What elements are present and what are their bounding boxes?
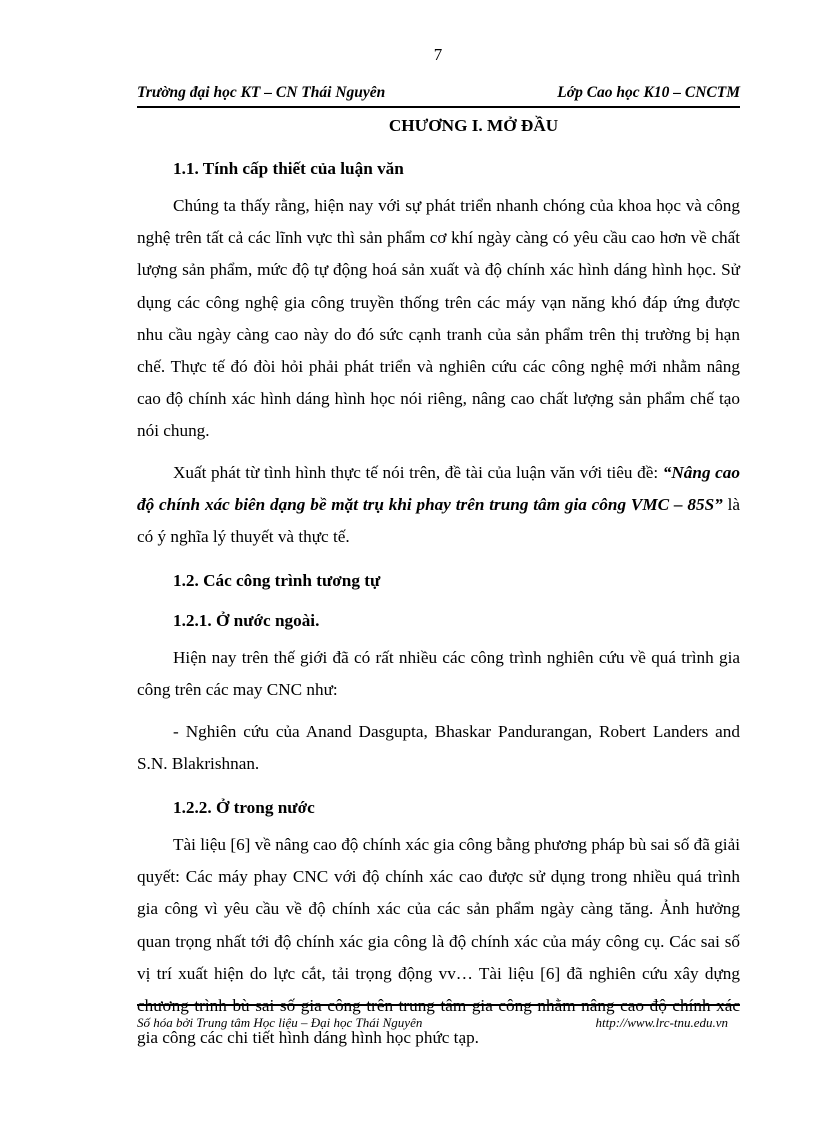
paragraph-urgency: Chúng ta thấy rằng, hiện nay với sự phát triển nhanh chóng của khoa học và công nghệ trên tất cả các lĩnh vực thì sản phẩm cơ khí ngày càng có yêu cầu cao hơn về chất lượng sản phẩm, mức độ tự động hoá sản xuất và độ chính xác hình dáng hình học. Sử dụng các công nghệ gia công truyền thống trên các máy vạn năng khó đáp ứng được nhu cầu ngày càng cao này do đó sức cạnh tranh của sản phẩm trên thị trường bị hạn chế. Thực tế đó đòi hỏi phải phát triển và nghiên cứu các công nghệ mới nhằm nâng cao độ chính xác hình dáng hình học nói riêng, nâng cao chất lượng sản phẩm chế tạo nói chung. xyxy=(137,196,740,441)
section-heading-1-1: 1.1. Tính cấp thiết của luận văn xyxy=(173,159,404,178)
subsection-heading-1-2-2: 1.2.2. Ở trong nước xyxy=(173,798,315,818)
page-footer xyxy=(137,1004,740,1030)
footer-digitized-by: Số hóa bởi Trung tâm Học liệu – Đại học Thái Nguyên xyxy=(137,1015,423,1030)
document-body xyxy=(137,114,740,1054)
paragraph-foreign-works: Hiện nay trên thế giới đã có rất nhiều các công trình nghiên cứu về quá trình gia công trên các may CNC như: xyxy=(137,648,740,700)
header-class: Lớp Cao học K10 – CNCTM xyxy=(557,84,740,101)
paragraph-domestic-works: Tài liệu [6] về nâng cao độ chính xác gia công bằng phương pháp bù sai số đã giải quyết: Các máy phay CNC với độ chính xác cao được sử dụng trong nhiều quá trình gia công vì yêu cầu về độ chính xác của các sản phẩm ngày càng tăng. Ảnh hưởng quan trọng nhất tới độ chính xác gia công là độ chính xác của máy công cụ. Các sai số vị trí xuất hiện do lực cắt, tải trọng động vv… Tài liệu [6] đã nghiên cứu xây dựng chương trình bù sai số gia công trên trung tâm gia công nhằm nâng cao độ chính xác gia công các chi tiết hình dáng hình học phức tạp. xyxy=(137,835,740,1048)
thesis-intro-text: Xuất phát từ tình hình thực tế nói trên, đề tài của luận văn với tiêu đề: xyxy=(173,462,663,482)
page-number: 7 xyxy=(433,45,443,64)
thesis-outro-text: là có ý nghĩa lý thuyết và thực tế. xyxy=(137,494,740,547)
subsection-heading-1-2-1: 1.2.1. Ở nước ngoài. xyxy=(173,611,320,631)
paragraph-thesis-title xyxy=(137,457,740,554)
paragraph-foreign-researchers: - Nghiên cứu của Anand Dasgupta, Bhaskar Pandurangan, Robert Landers and S.N. Blakrishnan. xyxy=(137,721,740,773)
page-header xyxy=(137,84,740,108)
section-heading-1-2: 1.2. Các công trình tương tự xyxy=(173,571,381,591)
footer-url: http://www.lrc-tnu.edu.vn xyxy=(595,1015,728,1030)
chapter-title: CHƯƠNG I. MỞ ĐẦU xyxy=(388,116,559,135)
thesis-title: “Nâng cao độ chính xác biên dạng bề mặt trụ khi phay trên trung tâm gia công VMC – 85S” xyxy=(137,462,740,514)
header-university: Trường đại học KT – CN Thái Nguyên xyxy=(137,84,386,101)
